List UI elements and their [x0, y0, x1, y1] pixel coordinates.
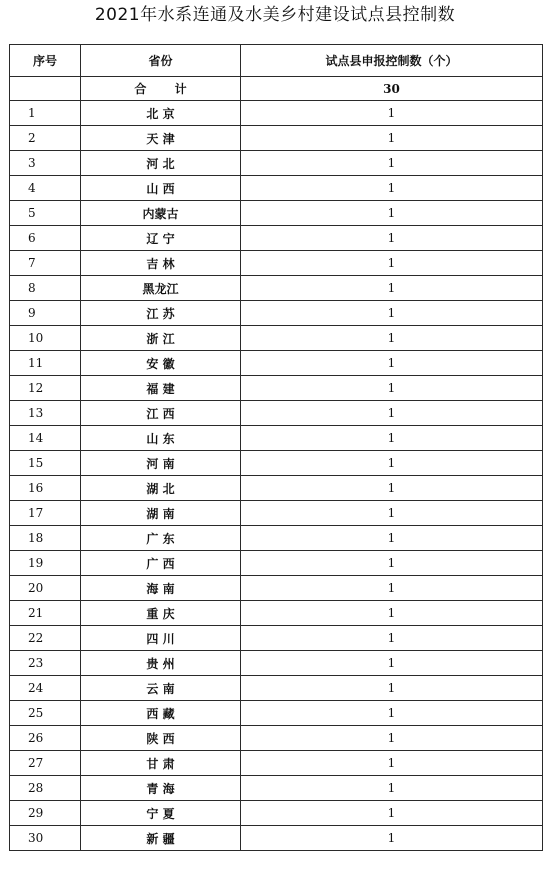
serial-number-cell: 17 [10, 501, 81, 526]
quota-cell: 1 [241, 751, 543, 776]
province-cell: 江 苏 [81, 301, 241, 326]
table-row [10, 201, 543, 226]
table-row [10, 626, 543, 651]
quota-cell: 1 [241, 301, 543, 326]
province-cell: 吉 林 [81, 251, 241, 276]
serial-number-cell: 16 [10, 476, 81, 501]
table-row [10, 476, 543, 501]
quota-cell: 1 [241, 576, 543, 601]
quota-cell: 1 [241, 826, 543, 851]
quota-cell: 1 [241, 376, 543, 401]
quota-cell: 1 [241, 251, 543, 276]
header-province: 省份 [81, 45, 241, 77]
document-title: 2021年水系连通及水美乡村建设试点县控制数 [94, 5, 456, 25]
province-cell: 西 藏 [81, 701, 241, 726]
province-cell: 海 南 [81, 576, 241, 601]
serial-number-cell: 19 [10, 551, 81, 576]
table-row [10, 301, 543, 326]
quota-cell: 1 [241, 651, 543, 676]
serial-number-cell: 1 [10, 101, 81, 126]
table-row [10, 801, 543, 826]
province-cell: 重 庆 [81, 601, 241, 626]
quota-cell: 1 [241, 426, 543, 451]
table-row [10, 151, 543, 176]
table-row [10, 351, 543, 376]
serial-number-cell: 14 [10, 426, 81, 451]
table-row [10, 251, 543, 276]
province-cell: 四 川 [81, 626, 241, 651]
province-cell: 河 南 [81, 451, 241, 476]
quota-cell: 1 [241, 801, 543, 826]
province-cell: 福 建 [81, 376, 241, 401]
serial-number-cell: 8 [10, 276, 81, 301]
serial-number-cell: 7 [10, 251, 81, 276]
quota-cell: 1 [241, 676, 543, 701]
province-cell: 江 西 [81, 401, 241, 426]
table-row [10, 776, 543, 801]
province-cell: 甘 肃 [81, 751, 241, 776]
quota-cell: 1 [241, 326, 543, 351]
table-row [10, 176, 543, 201]
province-cell: 山 东 [81, 426, 241, 451]
table-header [10, 45, 543, 77]
table-row [10, 426, 543, 451]
province-cell: 安 徽 [81, 351, 241, 376]
table-body [10, 77, 543, 851]
table-row [10, 701, 543, 726]
province-cell: 广 东 [81, 526, 241, 551]
serial-number-cell: 6 [10, 226, 81, 251]
table-row [10, 276, 543, 301]
serial-number-cell: 11 [10, 351, 81, 376]
serial-number-cell: 12 [10, 376, 81, 401]
serial-number-cell: 27 [10, 751, 81, 776]
quota-cell: 1 [241, 476, 543, 501]
table-row [10, 551, 543, 576]
serial-number-cell: 3 [10, 151, 81, 176]
serial-number-cell: 2 [10, 126, 81, 151]
serial-number-cell: 4 [10, 176, 81, 201]
pilot-county-quota-table [9, 44, 543, 851]
province-cell: 浙 江 [81, 326, 241, 351]
table-row [10, 126, 543, 151]
quota-cell: 1 [241, 551, 543, 576]
table-row [10, 826, 543, 851]
province-cell: 陕 西 [81, 726, 241, 751]
quota-cell: 1 [241, 151, 543, 176]
table-row [10, 651, 543, 676]
quota-cell: 1 [241, 201, 543, 226]
serial-number-cell: 25 [10, 701, 81, 726]
quota-cell: 1 [241, 351, 543, 376]
header-quota: 试点县申报控制数（个） [241, 45, 543, 77]
quota-cell: 1 [241, 401, 543, 426]
province-cell: 北 京 [81, 101, 241, 126]
quota-cell: 1 [241, 776, 543, 801]
table-row [10, 226, 543, 251]
quota-cell: 1 [241, 126, 543, 151]
province-cell: 青 海 [81, 776, 241, 801]
province-cell: 宁 夏 [81, 801, 241, 826]
serial-number-cell: 23 [10, 651, 81, 676]
province-cell: 湖 南 [81, 501, 241, 526]
quota-cell: 1 [241, 701, 543, 726]
total-label: 合 计 [81, 77, 241, 101]
table-row [10, 526, 543, 551]
serial-number-cell: 13 [10, 401, 81, 426]
total-row [10, 77, 543, 101]
serial-number-cell: 15 [10, 451, 81, 476]
header-row [10, 45, 543, 77]
province-cell: 山 西 [81, 176, 241, 201]
total-value: 30 [241, 77, 543, 101]
quota-cell: 1 [241, 451, 543, 476]
table-row [10, 676, 543, 701]
quota-cell: 1 [241, 601, 543, 626]
serial-number-cell: 22 [10, 626, 81, 651]
serial-number-cell: 24 [10, 676, 81, 701]
table-row [10, 401, 543, 426]
serial-number-cell: 26 [10, 726, 81, 751]
quota-cell: 1 [241, 501, 543, 526]
province-cell: 广 西 [81, 551, 241, 576]
total-empty-cell [10, 77, 81, 101]
quota-cell: 1 [241, 226, 543, 251]
serial-number-cell: 5 [10, 201, 81, 226]
province-cell: 黑龙江 [81, 276, 241, 301]
quota-cell: 1 [241, 526, 543, 551]
serial-number-cell: 9 [10, 301, 81, 326]
serial-number-cell: 10 [10, 326, 81, 351]
table-row [10, 326, 543, 351]
province-cell: 天 津 [81, 126, 241, 151]
serial-number-cell: 20 [10, 576, 81, 601]
quota-cell: 1 [241, 726, 543, 751]
quota-cell: 1 [241, 626, 543, 651]
quota-cell: 1 [241, 276, 543, 301]
quota-cell: 1 [241, 101, 543, 126]
table-row [10, 726, 543, 751]
serial-number-cell: 29 [10, 801, 81, 826]
table-row [10, 576, 543, 601]
province-cell: 云 南 [81, 676, 241, 701]
table-row [10, 451, 543, 476]
province-cell: 河 北 [81, 151, 241, 176]
table-row [10, 501, 543, 526]
header-serial-number: 序号 [10, 45, 81, 77]
province-cell: 内蒙古 [81, 201, 241, 226]
table-row [10, 751, 543, 776]
province-cell: 贵 州 [81, 651, 241, 676]
serial-number-cell: 30 [10, 826, 81, 851]
province-cell: 新 疆 [81, 826, 241, 851]
table-row [10, 601, 543, 626]
quota-cell: 1 [241, 176, 543, 201]
province-cell: 辽 宁 [81, 226, 241, 251]
serial-number-cell: 28 [10, 776, 81, 801]
table-row [10, 101, 543, 126]
table-row [10, 376, 543, 401]
serial-number-cell: 21 [10, 601, 81, 626]
serial-number-cell: 18 [10, 526, 81, 551]
province-cell: 湖 北 [81, 476, 241, 501]
